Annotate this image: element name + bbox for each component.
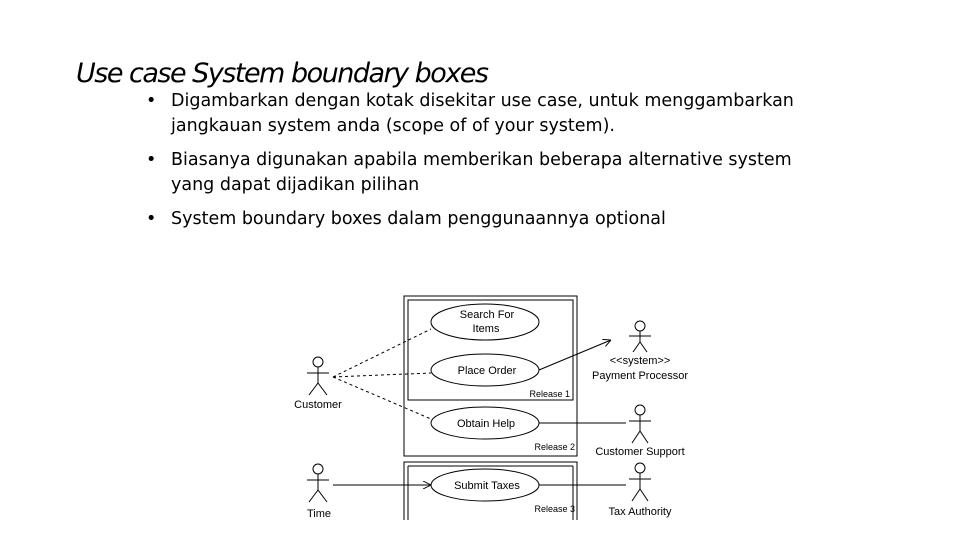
release-label: Release 1 [529, 389, 570, 399]
use-case-diagram [280, 290, 700, 520]
customer-support-actor-icon [629, 405, 651, 443]
use-case-label: Place Order [457, 365, 517, 377]
bullet-item [146, 148, 806, 197]
actor-stereotype: <<system>> [609, 355, 671, 367]
release-label: Release 2 [534, 442, 575, 452]
actor-label: Customer Support [595, 446, 685, 458]
use-case-search-items [431, 304, 539, 340]
customer-actor-icon [307, 357, 329, 395]
actor-label: Time [306, 508, 332, 520]
bullet-text: Digambarkan dengan kotak disekitar use case, untuk menggambarkan jangkauan system anda (scope of of your system). [171, 91, 794, 136]
bullet-marker: • [146, 209, 157, 229]
bullet-text: System boundary boxes dalam penggunaannya optional [171, 209, 666, 229]
bullet-item [146, 207, 806, 232]
use-case-place-order [431, 354, 539, 386]
actor-label: Payment Processor [592, 370, 688, 382]
actor-label: Customer [294, 399, 342, 411]
release-label: Release 3 [534, 504, 575, 514]
bullet-marker: • [146, 150, 157, 170]
tax-authority-actor-icon [629, 463, 651, 501]
bullet-list [146, 89, 806, 242]
use-case-label: Items [472, 323, 500, 335]
payment-processor-actor-icon [629, 321, 651, 352]
bullet-marker: • [146, 91, 157, 111]
use-case-submit-taxes [431, 469, 539, 501]
actor-label: Tax Authority [608, 506, 672, 518]
use-case-obtain-help [431, 407, 539, 439]
use-case-label: Submit Taxes [454, 480, 520, 492]
use-case-label: Search For [459, 309, 515, 321]
bullet-text: Biasanya digunakan apabila memberikan beberapa alternative system yang dapat dijadikan pilihan [171, 150, 792, 195]
bullet-item [146, 89, 806, 138]
slide-title: Use case System boundary boxes [76, 58, 488, 89]
use-case-label: Obtain Help [456, 418, 516, 430]
time-actor-icon [307, 464, 329, 502]
